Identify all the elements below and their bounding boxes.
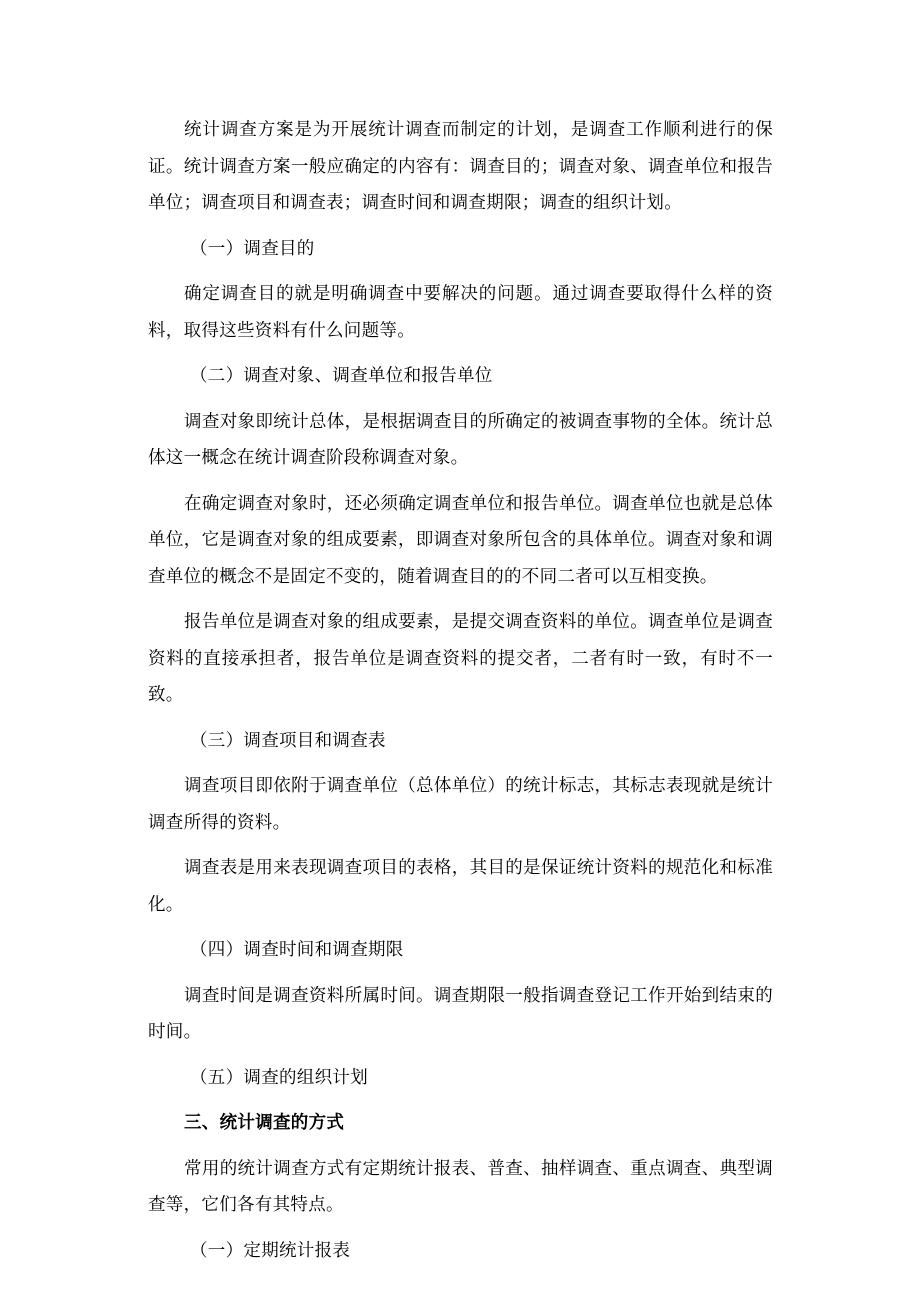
subheading: （三）调查项目和调查表	[190, 730, 386, 751]
document-page	[148, 112, 773, 1278]
body-paragraph: 确定调查目的就是明确调查中要解决的问题。通过调查要取得什么样的资料，取得这些资料有什么问题等。	[148, 284, 773, 341]
body-paragraph: 常用的统计调查方式有定期统计报表、普查、抽样调查、重点调查、典型调查等，它们各有其特点。	[148, 1158, 773, 1215]
subheading: （一）定期统计报表	[190, 1240, 351, 1261]
body-paragraph: 调查对象即统计总体，是根据调查目的所确定的被调查事物的全体。统计总体这一概念在统计调查阶段称调查对象。	[148, 411, 773, 468]
body-paragraph: 调查时间是调查资料所属时间。调查期限一般指调查登记工作开始到结束的时间。	[148, 985, 773, 1042]
subheading: （四）调查时间和调查期限	[190, 940, 404, 960]
body-paragraph: 调查项目即依附于调查单位（总体单位）的统计标志，其标志表现就是统计调查所得的资料。	[148, 776, 773, 833]
body-paragraph: 报告单位是调查对象的组成要素，是提交调查资料的单位。调查单位是调查资料的直接承担者，报告单位是调查资料的提交者，二者有时一致，有时不一致。	[148, 612, 773, 705]
subheading: （五）调查的组织计划	[190, 1067, 368, 1088]
subheading: （一）调查目的	[190, 238, 315, 259]
section-heading: 三、统计调查的方式	[184, 1113, 345, 1133]
body-paragraph: 统计调查方案是为开展统计调查而制定的计划，是调查工作顺利进行的保证。统计调查方案一般应确定的内容有：调查目的；调查对象、调查单位和报告单位；调查项目和调查表；调查时间和调查期限；调查的组织计划。	[148, 120, 773, 213]
body-paragraph: 调查表是用来表现调查项目的表格，其目的是保证统计资料的规范化和标准化。	[148, 858, 773, 915]
subheading: （二）调查对象、调查单位和报告单位	[190, 366, 493, 386]
body-paragraph: 在确定调查对象时，还必须确定调查单位和报告单位。调查单位也就是总体单位，它是调查对象的组成要素，即调查对象所包含的具体单位。调查对象和调查单位的概念不是固定不变的，随着调查目的的不同二者可以互相变换。	[148, 493, 773, 587]
